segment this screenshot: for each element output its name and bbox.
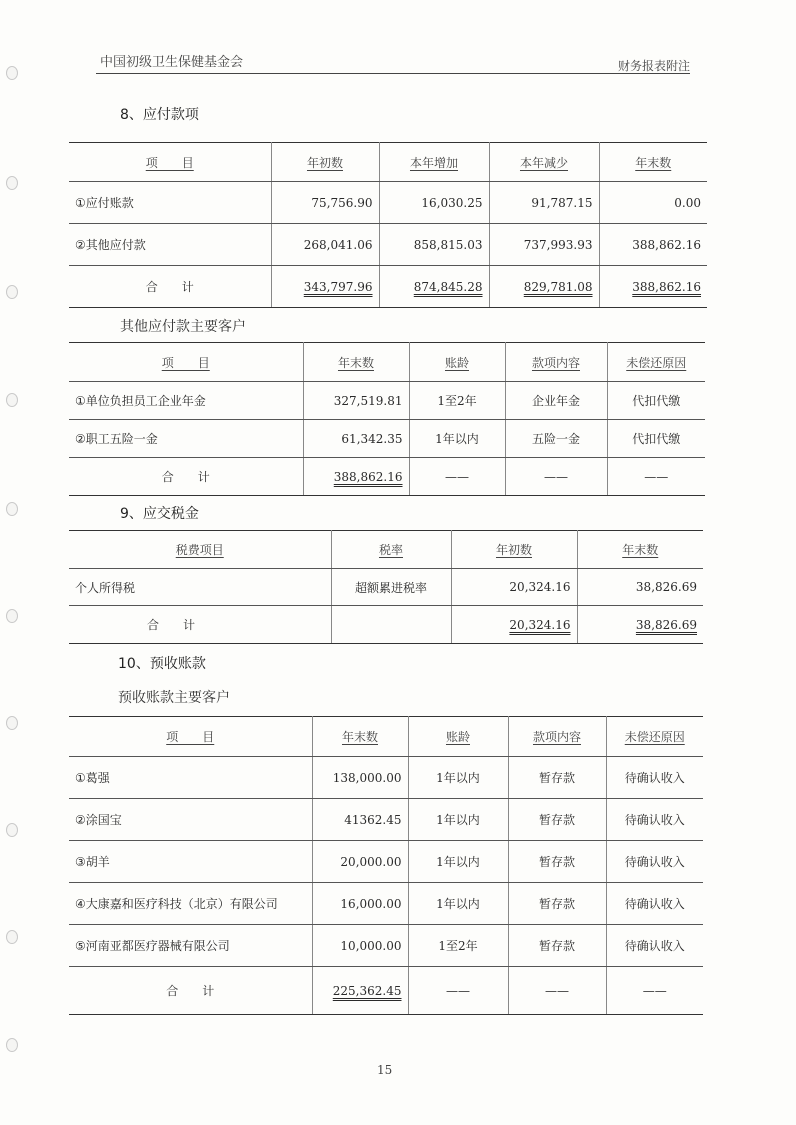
table-cell: 737,993.93 [489,224,599,266]
table-cell: 待确认收入 [606,757,703,799]
table-cell: 388,862.16 [303,458,409,496]
table-cell: 91,787.15 [489,182,599,224]
table-row [69,569,703,606]
column-header: 未偿还原因 [607,343,705,382]
table-cell: 16,000.00 [312,883,408,925]
table-cell: 个人所得税 [69,569,331,606]
section-9-title: 9、应交税金 [120,506,199,522]
column-header: 年末数 [303,343,409,382]
table-cell: —— [505,458,607,496]
advance-receipts-customers-table [69,716,703,1015]
table-row [69,420,705,458]
table-cell: 38,826.69 [577,606,703,644]
table-cell: 暂存款 [508,799,606,841]
table-row [69,757,703,799]
binder-hole [6,823,18,837]
table-cell: 61,342.35 [303,420,409,458]
table-cell: 待确认收入 [606,841,703,883]
binder-hole [6,502,18,516]
table-cell: 138,000.00 [312,757,408,799]
column-header: 项 目 [69,717,312,757]
table-cell: 超额累进税率 [331,569,451,606]
table-cell: 343,797.96 [271,266,379,308]
table-row [69,224,707,266]
total-row [69,967,703,1015]
column-header: 年末数 [312,717,408,757]
table-cell: 待确认收入 [606,925,703,967]
table-cell: 327,519.81 [303,382,409,420]
table-cell: —— [409,458,505,496]
table-cell: 20,000.00 [312,841,408,883]
table-cell: ①单位负担员工企业年金 [69,382,303,420]
taxes-payable-table [69,530,703,644]
table-cell: 1年以内 [409,420,505,458]
column-header: 项 目 [69,343,303,382]
column-header: 本年减少 [489,143,599,182]
table-cell [331,606,451,644]
column-header: 年初数 [451,531,577,569]
table-cell: 合 计 [69,458,303,496]
column-header: 账龄 [408,717,508,757]
table-header-row [69,531,703,569]
table-cell: 代扣代缴 [607,382,705,420]
binder-hole [6,176,18,190]
table-cell: 20,324.16 [451,569,577,606]
section-8b-title: 其他应付款主要客户 [120,319,246,335]
table-cell: 暂存款 [508,883,606,925]
table-cell: 874,845.28 [379,266,489,308]
table-cell: 合 计 [69,266,271,308]
table-cell: 暂存款 [508,841,606,883]
other-payables-customers-table [69,342,705,496]
table-row [69,182,707,224]
table-cell: 五险一金 [505,420,607,458]
total-row [69,606,703,644]
binder-hole [6,393,18,407]
table-cell: 10,000.00 [312,925,408,967]
table-cell: —— [508,967,606,1015]
binder-hole [6,609,18,623]
column-header: 未偿还原因 [606,717,703,757]
table-cell: ③胡羊 [69,841,312,883]
total-row [69,458,705,496]
table-cell: 暂存款 [508,925,606,967]
column-header: 款项内容 [508,717,606,757]
column-header: 年末数 [577,531,703,569]
table-cell: 858,815.03 [379,224,489,266]
binder-hole [6,285,18,299]
column-header: 税费项目 [69,531,331,569]
table-cell: 待确认收入 [606,799,703,841]
table-cell: ②涂国宝 [69,799,312,841]
binder-hole [6,66,18,80]
payables-table [69,142,707,308]
table-row [69,883,703,925]
table-header-row [69,717,703,757]
table-cell: —— [606,967,703,1015]
table-row [69,382,705,420]
table-cell: 暂存款 [508,757,606,799]
table-cell: 41362.45 [312,799,408,841]
table-cell: ②其他应付款 [69,224,271,266]
column-header: 项 目 [69,143,271,182]
binder-hole [6,1038,18,1052]
column-header: 账龄 [409,343,505,382]
table-header-row [69,143,707,182]
table-cell: 1至2年 [409,382,505,420]
table-cell: ④大康嘉和医疗科技（北京）有限公司 [69,883,312,925]
column-header: 年末数 [599,143,707,182]
table-cell: ①应付账款 [69,182,271,224]
column-header: 本年增加 [379,143,489,182]
table-cell: 代扣代缴 [607,420,705,458]
table-row [69,925,703,967]
table-cell: 1年以内 [408,841,508,883]
table-cell: 388,862.16 [599,224,707,266]
table-cell: 225,362.45 [312,967,408,1015]
column-header: 年初数 [271,143,379,182]
binder-hole [6,930,18,944]
table-cell: 388,862.16 [599,266,707,308]
table-cell: 829,781.08 [489,266,599,308]
table-header-row [69,343,705,382]
table-cell: —— [607,458,705,496]
table-cell: 20,324.16 [451,606,577,644]
column-header: 款项内容 [505,343,607,382]
section-8-title: 8、应付款项 [120,107,199,123]
header-doc-type: 财务报表附注 [618,59,691,73]
binder-hole [6,716,18,730]
table-row [69,841,703,883]
table-cell: 0.00 [599,182,707,224]
header-rule [96,73,690,74]
table-cell: 75,756.90 [271,182,379,224]
total-row [69,266,707,308]
table-cell: 16,030.25 [379,182,489,224]
table-cell: 合 计 [69,967,312,1015]
table-cell: ②职工五险一金 [69,420,303,458]
table-cell: 268,041.06 [271,224,379,266]
table-cell: 1年以内 [408,757,508,799]
page-number: 15 [377,1063,393,1077]
table-cell: 38,826.69 [577,569,703,606]
table-cell: 待确认收入 [606,883,703,925]
header-org: 中国初级卫生保健基金会 [100,55,244,70]
table-cell: 企业年金 [505,382,607,420]
table-cell: 1至2年 [408,925,508,967]
table-cell: ①葛强 [69,757,312,799]
table-cell: 1年以内 [408,883,508,925]
table-cell: —— [408,967,508,1015]
table-cell: 1年以内 [408,799,508,841]
section-10-subtitle: 预收账款主要客户 [118,690,230,706]
column-header: 税率 [331,531,451,569]
section-10-title: 10、预收账款 [118,656,206,672]
table-cell: 合 计 [69,606,331,644]
table-cell: ⑤河南亚都医疗器械有限公司 [69,925,312,967]
table-row [69,799,703,841]
